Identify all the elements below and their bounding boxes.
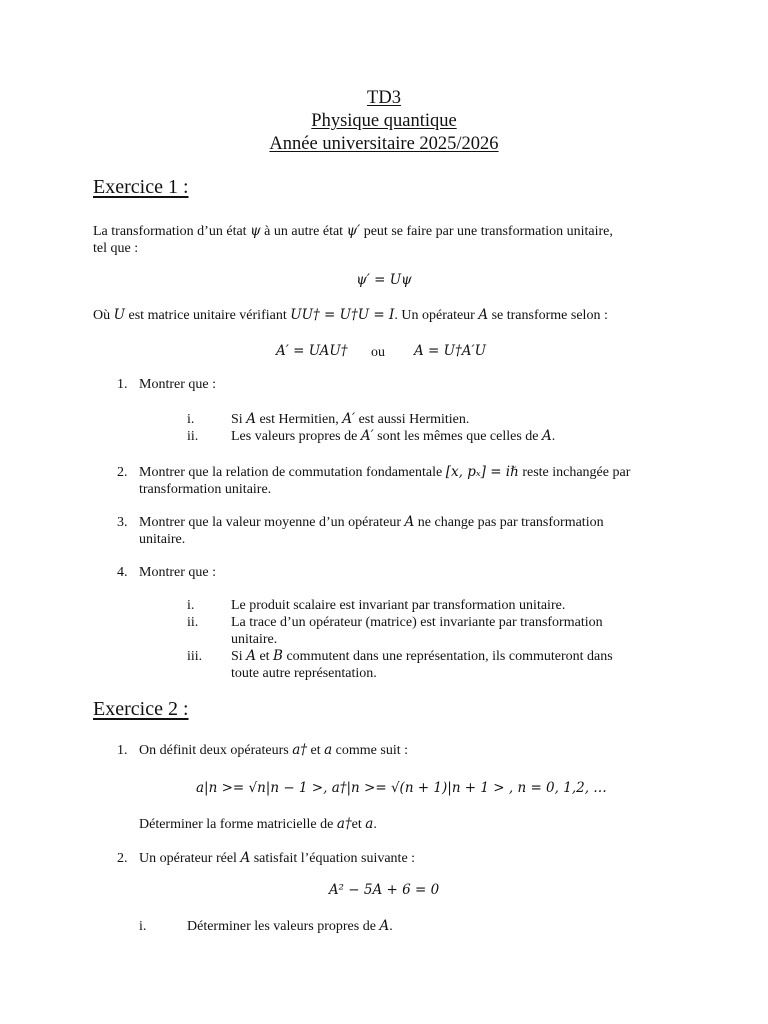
q4-i-text: Le produit scalaire est invariant par transformation unitaire. bbox=[231, 598, 566, 613]
q4-number: 4. bbox=[117, 565, 128, 580]
q4-iii-line1: Si A et B commutent dans une représentation, ils commuteront dans bbox=[231, 648, 613, 664]
q1-ii-number: ii. bbox=[187, 429, 199, 444]
q2-line2: transformation unitaire. bbox=[139, 482, 272, 497]
ex2-q2-i-text: Déterminer les valeurs propres de A. bbox=[187, 918, 393, 934]
equation-transform: ψ′ = Uψ bbox=[356, 272, 412, 288]
q4-iii-line2: toute autre représentation. bbox=[231, 666, 377, 681]
q4-ii-line1: La trace d’un opérateur (matrice) est invariante par transformation bbox=[231, 615, 603, 630]
q2-line1: Montrer que la relation de commutation fondamentale [x, pₓ] = iℏ reste inchangée par bbox=[139, 464, 631, 480]
ex2-q2-text: Un opérateur réel A satisfait l’équation suivante : bbox=[139, 850, 416, 866]
q3-line1: Montrer que la valeur moyenne d’un opérateur A ne change pas par transformation bbox=[139, 514, 604, 530]
equation-operator-inverse: A = U†A′U bbox=[414, 343, 486, 359]
equation-operator-transform: A′ = UAU† bbox=[276, 343, 348, 359]
q1-i-number: i. bbox=[187, 412, 195, 427]
equation-characteristic: A² − 5A + 6 = 0 bbox=[328, 882, 440, 898]
ex1-intro-line1: La transformation d’un état ψ à un autre état ψ′ peut se faire par une transformation unitaire, bbox=[93, 223, 613, 239]
ex2-q1-number: 1. bbox=[117, 743, 128, 758]
q1-text: Montrer que : bbox=[139, 377, 216, 392]
title-course: Physique quantique bbox=[311, 111, 457, 131]
ex2-q2-number: 2. bbox=[117, 851, 128, 866]
q3-line2: unitaire. bbox=[139, 532, 186, 547]
q1-number: 1. bbox=[117, 377, 128, 392]
q4-ii-line2: unitaire. bbox=[231, 632, 278, 647]
title-year: Année universitaire 2025/2026 bbox=[269, 134, 499, 154]
ex1-intro-line2: tel que : bbox=[93, 241, 139, 256]
ex1-unitary-line: Où U est matrice unitaire vérifiant UU† = U†U = I. Un opérateur A se transforme selon : bbox=[93, 307, 608, 323]
ex2-q1-determine: Déterminer la forme matricielle de a†et a. bbox=[139, 816, 377, 832]
q1-i-text: Si A est Hermitien, A′ est aussi Hermitien. bbox=[231, 411, 470, 427]
equation-ladder-operators: a|n >= √n|n − 1 >, a†|n >= √(n + 1)|n + 1 > , n = 0, 1,2, … bbox=[196, 780, 607, 796]
ex2-q2-i-number: i. bbox=[139, 919, 147, 934]
q1-ii-text: Les valeurs propres de A′ sont les mêmes que celles de A. bbox=[231, 428, 556, 444]
equation-ou: ou bbox=[371, 345, 385, 360]
ex2-q1-text: On définit deux opérateurs a† et a comme suit : bbox=[139, 742, 408, 758]
q3-number: 3. bbox=[117, 515, 128, 530]
exercise-2-heading: Exercice 2 : bbox=[93, 698, 189, 720]
q2-number: 2. bbox=[117, 465, 128, 480]
q4-iii-number: iii. bbox=[187, 649, 203, 664]
exercise-1-heading: Exercice 1 : bbox=[93, 176, 189, 198]
q4-i-number: i. bbox=[187, 598, 195, 613]
q4-ii-number: ii. bbox=[187, 615, 199, 630]
q4-text: Montrer que : bbox=[139, 565, 216, 580]
title-td: TD3 bbox=[367, 88, 401, 108]
